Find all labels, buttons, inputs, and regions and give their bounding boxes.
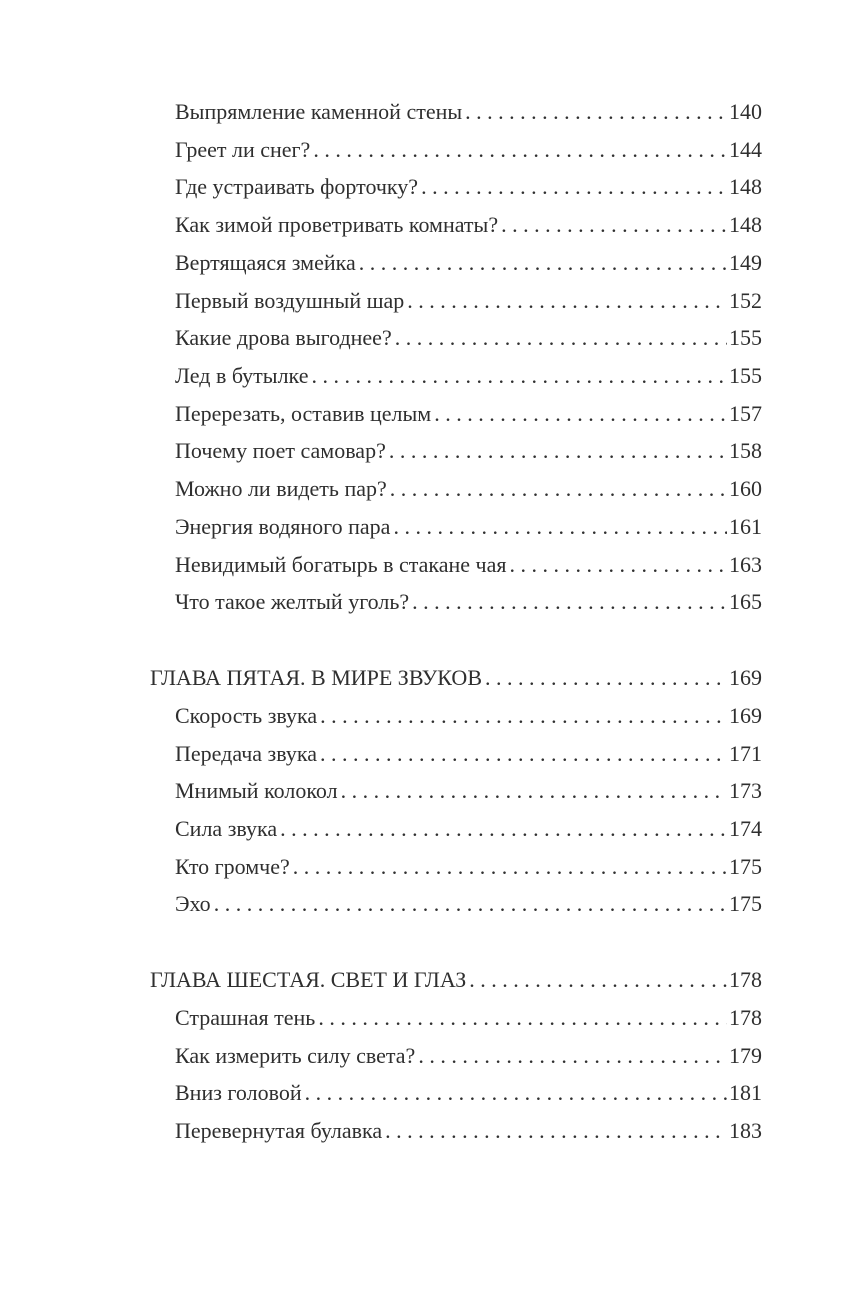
toc-entry [150,735,762,773]
toc-entry-title: Греет ли снег? [175,136,311,162]
toc-entry-page-number: 174 [729,815,762,841]
toc-chapter-heading-title: ГЛАВА ШЕСТАЯ. СВЕТ И ГЛАЗ [150,967,467,993]
toc-entry-page-number: 173 [729,778,762,804]
toc-entry-page-number: 140 [729,99,762,124]
dot-leader [318,999,727,1037]
dot-leader [305,1074,727,1112]
toc-entry-page-number: 148 [729,174,762,200]
toc-entry [150,1074,762,1112]
dot-leader [320,735,727,773]
dot-leader [412,583,727,621]
toc-entry-title: Как измерить силу света? [175,1042,416,1068]
dot-leader [407,282,727,320]
toc-entry-title: Почему поет самовар? [175,438,386,464]
toc-section [150,961,762,1150]
toc-entry-page-number: 157 [729,400,762,426]
toc-entry [150,282,762,320]
toc-entry [150,432,762,470]
toc-entry-title: Эхо [175,891,211,917]
toc-entry-title: Сила звука [175,815,278,841]
toc-entry-page-number: 181 [729,1080,762,1106]
toc-entry-page-number: 163 [729,551,762,577]
dot-leader [485,659,727,697]
dot-leader [421,168,727,206]
dot-leader [313,131,727,169]
toc-entry [150,999,762,1037]
dot-leader [465,93,727,131]
toc-entry-title: Лед в бутылке [175,363,309,389]
toc-section [150,93,762,621]
toc-entry [150,206,762,244]
toc-entry-title: Первый воздушный шар [175,287,405,313]
dot-leader [389,432,727,470]
toc-entry-title: Что такое желтый уголь? [175,589,410,615]
dot-leader [293,848,727,886]
dot-leader [418,1037,727,1075]
toc-chapter-heading-title: ГЛАВА ПЯТАЯ. В МИРЕ ЗВУКОВ [150,665,482,691]
toc-entry [150,131,762,169]
toc-entry-title: Выпрямление каменной стены [175,99,463,124]
toc-entry [150,848,762,886]
dot-leader [385,1112,727,1150]
dot-leader [341,772,727,810]
toc-entry [150,1037,762,1075]
toc-entry [150,885,762,923]
dot-leader [393,508,727,546]
toc-entry-title: Перевернутая булавка [175,1117,383,1143]
dot-leader [395,319,727,357]
dot-leader [390,470,727,508]
toc-entry-title: Кто громче? [175,853,290,879]
toc-entry-page-number: 155 [729,325,762,351]
toc-entry [150,244,762,282]
toc-entry-page-number: 149 [729,249,762,275]
toc-entry [150,93,762,131]
dot-leader [510,546,727,584]
toc-entry-title: Как зимой проветривать комнаты? [175,212,499,238]
toc-entry [150,810,762,848]
toc-entry [150,1112,762,1150]
toc-entry-page-number: 165 [729,589,762,615]
toc-chapter-heading-page-number: 178 [729,967,762,993]
toc-entry [150,319,762,357]
toc-entry-page-number: 158 [729,438,762,464]
toc-entry [150,508,762,546]
toc-section [150,659,762,923]
toc-entry-title: Какие дрова выгоднее? [175,325,392,351]
dot-leader [311,357,727,395]
toc-entry-title: Мнимый колокол [175,778,338,804]
dot-leader [214,885,727,923]
toc-entry [150,772,762,810]
toc-entry-page-number: 161 [729,513,762,539]
toc-entry [150,470,762,508]
toc-chapter-heading-page-number: 169 [729,665,762,691]
toc-entry [150,357,762,395]
toc-entry-page-number: 152 [729,287,762,313]
toc-entry-page-number: 179 [729,1042,762,1068]
toc-chapter-heading [150,659,762,697]
toc-entry-page-number: 175 [729,891,762,917]
dot-leader [320,697,727,735]
toc-entry [150,583,762,621]
toc-entry-title: Перерезать, оставив целым [175,400,432,426]
toc-entry-title: Вертящаяся змейка [175,249,356,275]
toc-entry-page-number: 175 [729,853,762,879]
toc-entry-title: Передача звука [175,740,317,766]
toc-entry-page-number: 178 [729,1004,762,1030]
dot-leader [434,395,727,433]
dot-leader [359,244,727,282]
toc-chapter-heading [150,961,762,999]
toc-entry-page-number: 144 [729,136,762,162]
toc-entry-page-number: 148 [729,212,762,238]
toc-entry-page-number: 169 [729,702,762,728]
toc-entry-title: Можно ли видеть пар? [175,476,387,502]
dot-leader [280,810,727,848]
toc-entry-title: Энергия водяного пара [175,513,391,539]
toc-entry [150,395,762,433]
toc-entry [150,546,762,584]
toc-entry-page-number: 171 [729,740,762,766]
dot-leader [501,206,727,244]
toc-entry [150,168,762,206]
toc-entry-title: Вниз головой [175,1080,302,1106]
toc-entry-title: Страшная тень [175,1004,316,1030]
toc-entry-page-number: 183 [729,1117,762,1143]
toc-entry-title: Невидимый богатырь в стакане чая [175,551,507,577]
dot-leader [469,961,727,999]
toc-entry-title: Скорость звука [175,702,318,728]
toc-entry-title: Где устраивать форточку? [175,174,419,200]
toc-entry-page-number: 155 [729,363,762,389]
toc-entry [150,697,762,735]
toc-entry-page-number: 160 [729,476,762,502]
table-of-contents [150,93,762,1150]
